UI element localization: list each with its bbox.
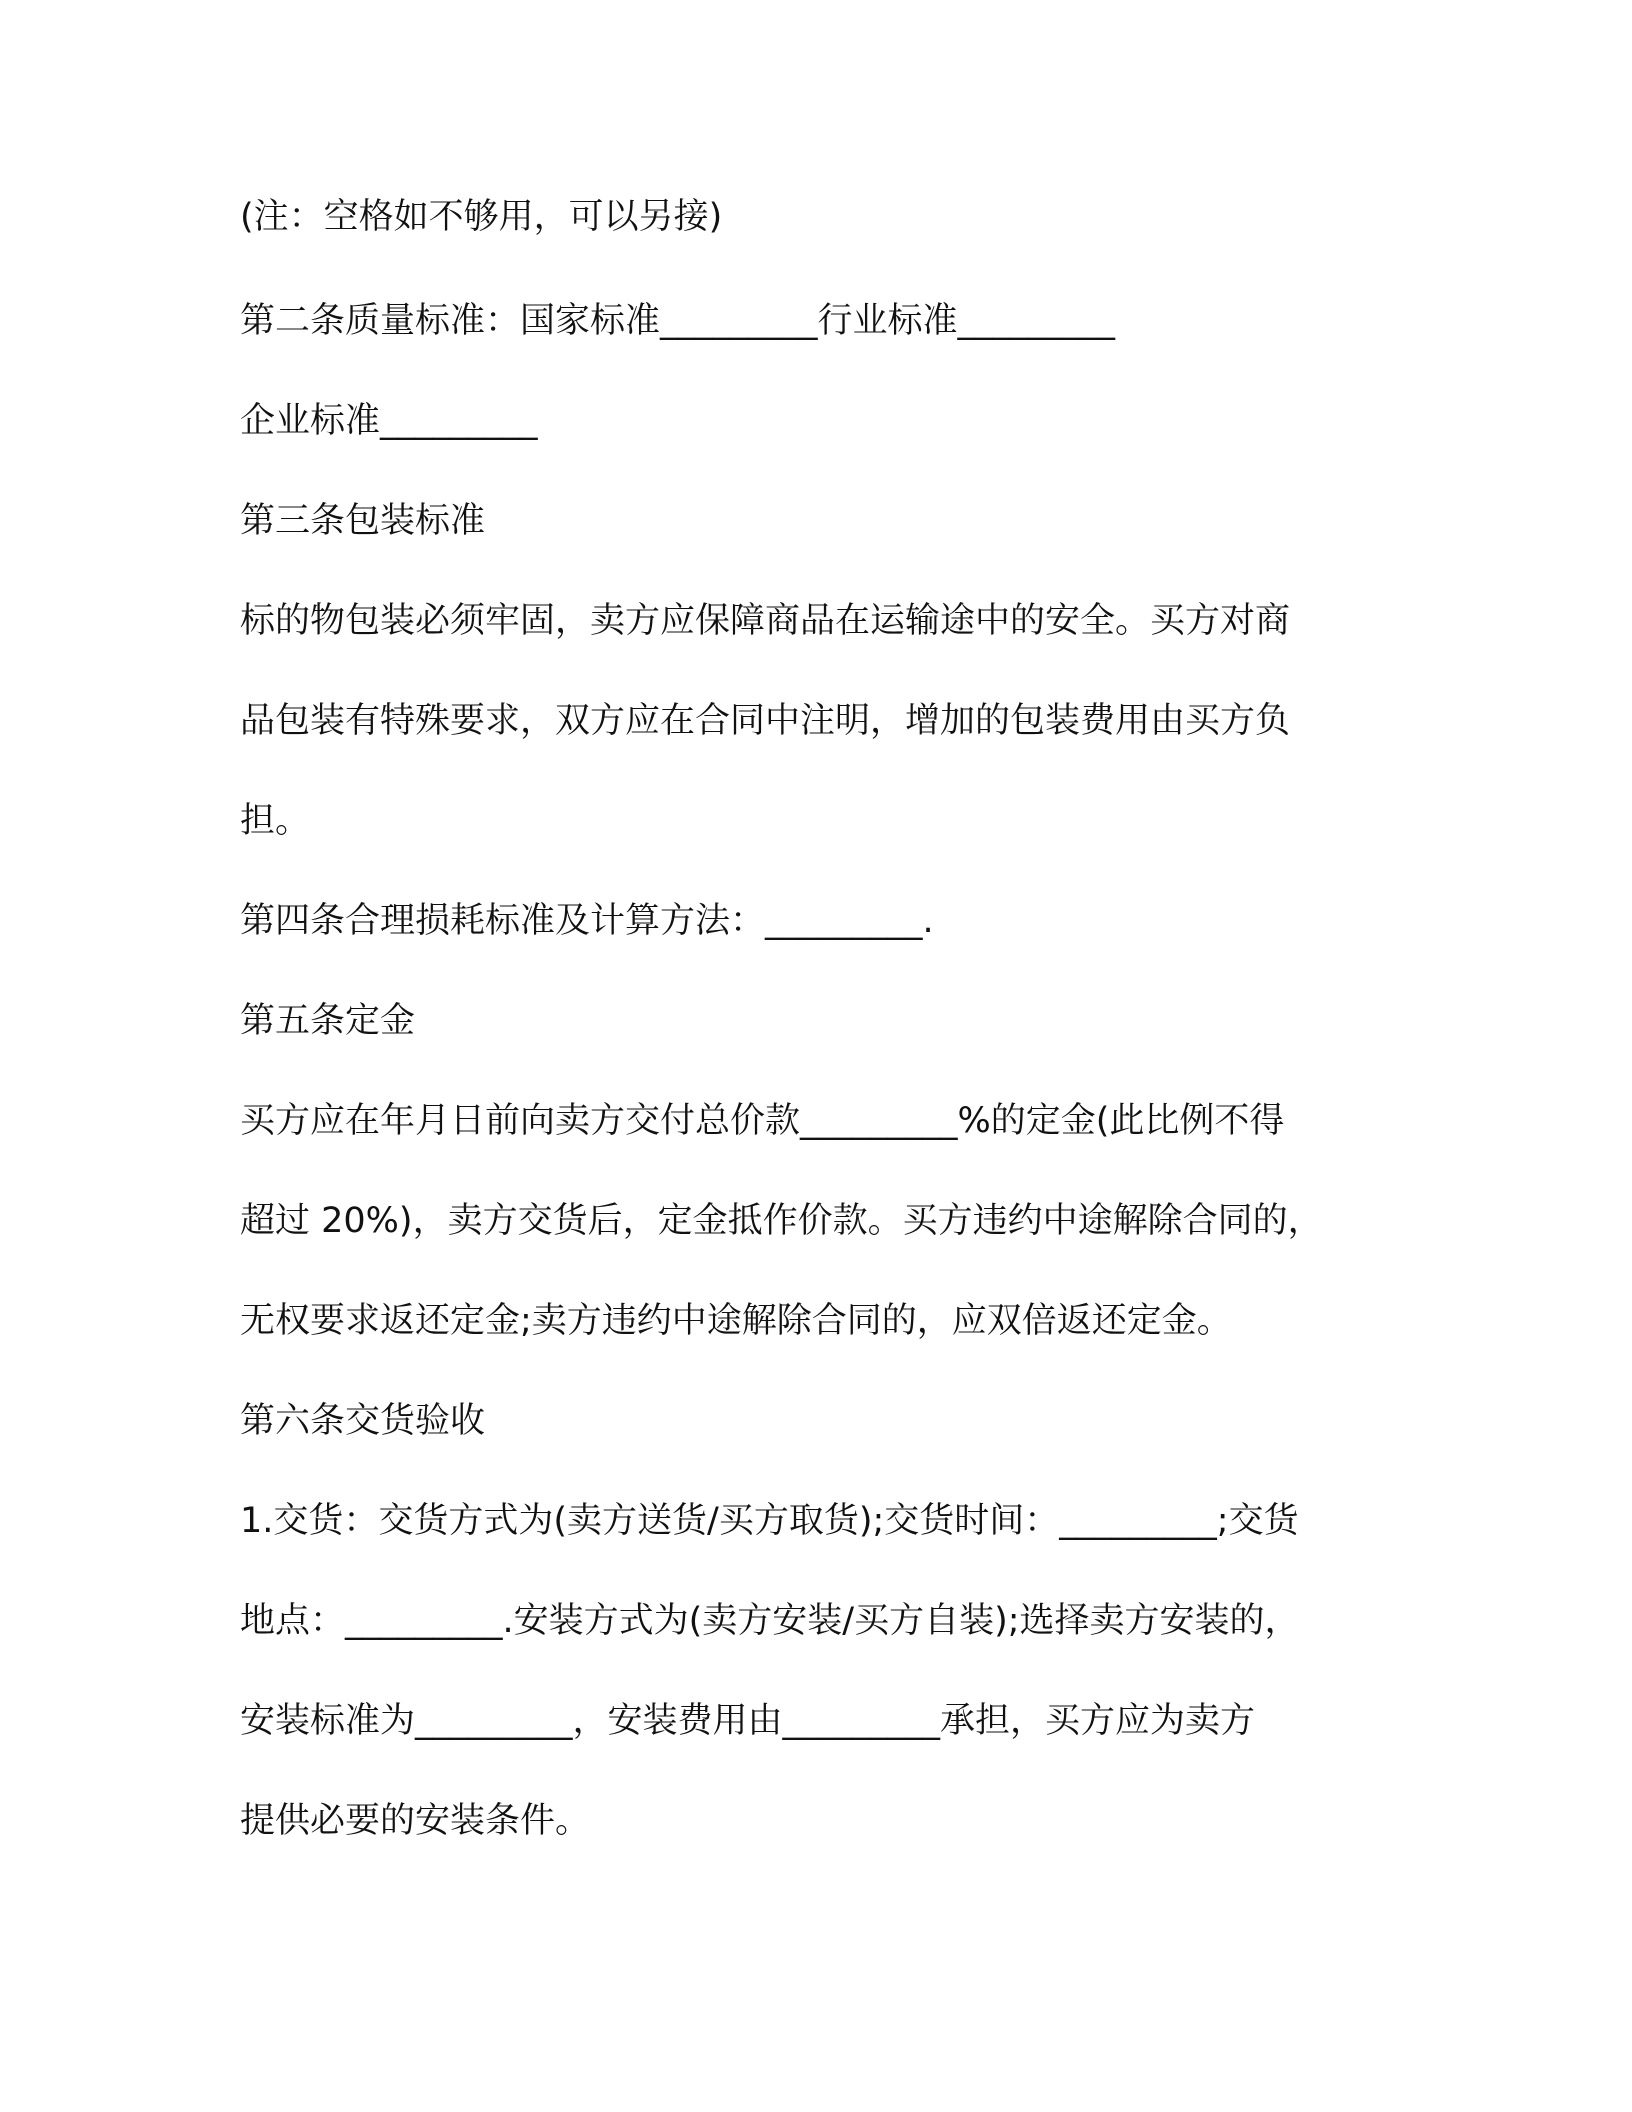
- article-5-heading: 第五条定金: [240, 1001, 416, 1041]
- article-3-paragraph-line-1: 标的物包装必须牢固，卖方应保障商品在运输途中的安全。买方对商: [240, 601, 1291, 641]
- note-line: (注：空格如不够用，可以另接): [240, 197, 723, 237]
- article-6-delivery-line-4: 提供必要的安装条件。: [240, 1801, 591, 1841]
- article-6-heading: 第六条交货验收: [240, 1401, 486, 1441]
- enterprise-standard-line: 企业标准_________: [240, 401, 538, 441]
- article-3-paragraph-line-2: 品包装有特殊要求，双方应在合同中注明，增加的包装费用由买方负: [240, 701, 1291, 741]
- article-5-paragraph-line-1: 买方应在年月日前向卖方交付总价款_________%的定金(此比例不得: [240, 1101, 1285, 1141]
- article-3-heading: 第三条包装标准: [240, 501, 486, 541]
- article-5-paragraph-line-3: 无权要求返还定金;卖方违约中途解除合同的，应双倍返还定金。: [240, 1301, 1232, 1341]
- article-2-quality-standard: 第二条质量标准：国家标准_________行业标准_________: [240, 301, 1116, 341]
- article-3-paragraph-line-3: 担。: [240, 801, 311, 841]
- article-5-paragraph-line-2: 超过 20%)，卖方交货后，定金抵作价款。买方违约中途解除合同的，: [240, 1201, 1323, 1241]
- article-6-delivery-line-2: 地点：_________.安装方式为(卖方安装/买方自装);选择卖方安装的，: [240, 1601, 1300, 1641]
- article-4-loss-standard: 第四条合理损耗标准及计算方法：_________.: [240, 901, 934, 941]
- article-6-delivery-line-1: 1.交货：交货方式为(卖方送货/买方取货);交货时间：_________;交货: [240, 1501, 1299, 1541]
- article-6-delivery-line-3: 安装标准为_________，安装费用由_________承担，买方应为卖方: [240, 1701, 1256, 1741]
